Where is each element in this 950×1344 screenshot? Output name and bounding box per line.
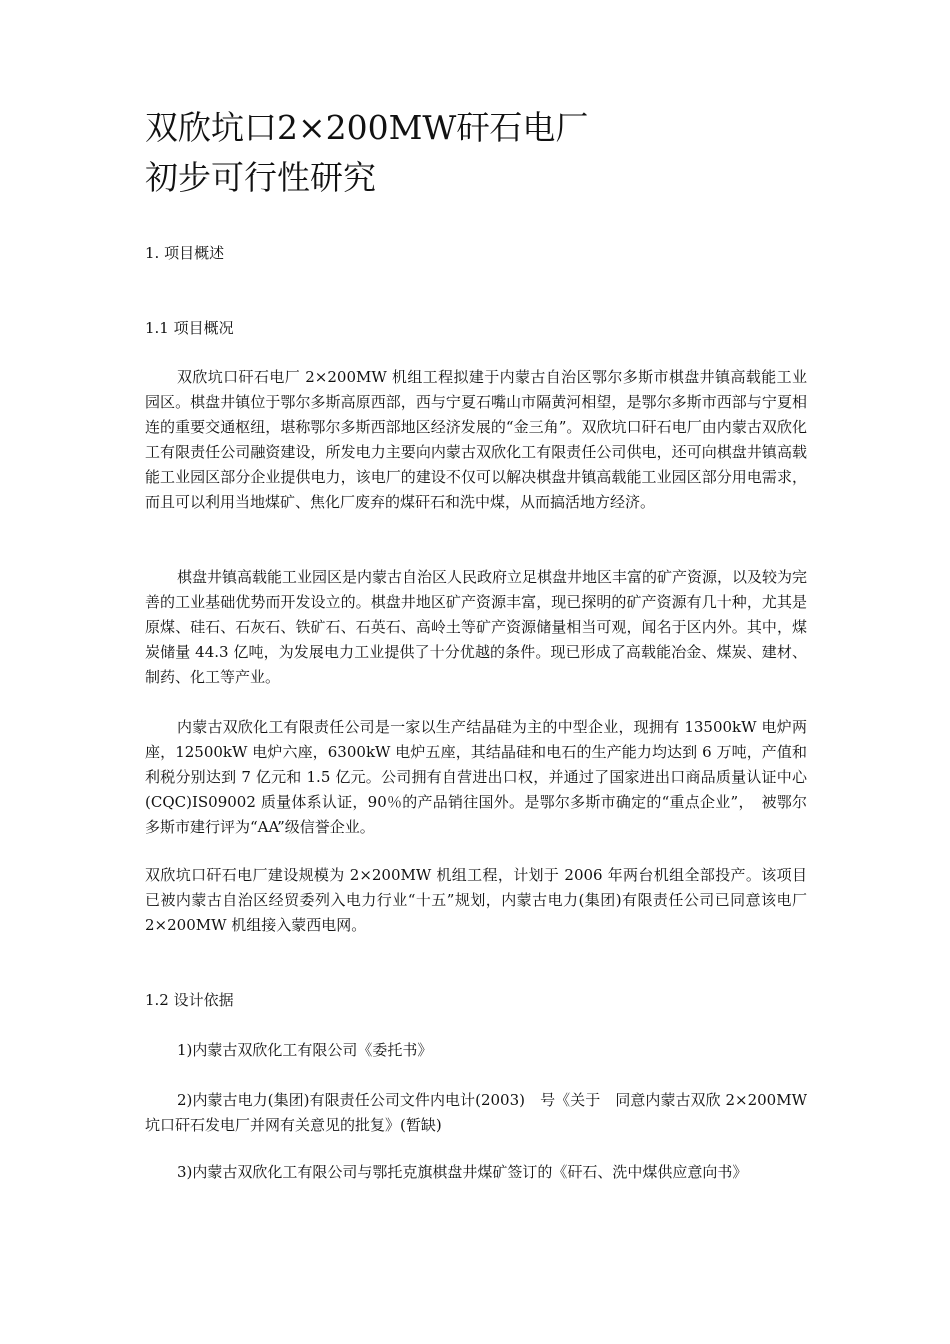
basis-item-2: 2)内蒙古电力(集团)有限责任公司文件内电计(2003) 号《关于 同意内蒙古双欣 2×200MW 坑口矸石发电厂并网有关意见的批复》(暂缺) [145,1091,807,1134]
section-1-2-heading: 1.2 设计依据 [145,991,234,1009]
title-line-2: 初步可行性研究 [145,158,376,197]
basis-item-1: 1)内蒙古双欣化工有限公司《委托书》 [177,1041,433,1059]
paragraph-scale: 双欣坑口矸石电厂建设规模为 2×200MW 机组工程，计划于 2006 年两台机组全部投产。该项目已被内蒙古自治区经贸委列入电力行业“十五”规划，内蒙古电力(集团)有限责任公司已同意该电厂 2×200MW 机组接入蒙西电网。 [145,866,807,934]
paragraph-company: 内蒙古双欣化工有限责任公司是一家以生产结晶硅为主的中型企业，现拥有 13500kW 电炉两座，12500kW 电炉六座，6300kW 电炉五座，其结晶硅和电石的生产能力均达到 6 万吨，产值和利税分别达到 7 亿元和 1.5 亿元。公司拥有自营进出口权，并通过了国家进出口商品质量认证中心(CQC)IS09002 质量体系认证，90％的产品销往国外。是鄂尔多斯市确定的“重点企业”， 被鄂尔多斯市建行评为“AA”级信誉企业。 [145,718,807,836]
paragraph-industrial-park: 棋盘井镇高载能工业园区是内蒙古自治区人民政府立足棋盘井地区丰富的矿产资源，以及较为完善的工业基础优势而开发设立的。棋盘井地区矿产资源丰富，现已探明的矿产资源有几十种，尤其是原煤、硅石、石灰石、铁矿石、石英石、高岭土等矿产资源储量相当可观，闻名于区内外。其中，煤炭储量 44.3 亿吨，为发展电力工业提供了十分优越的条件。现已形成了高载能冶金、煤炭、建材、制药、化工等产业。 [145,568,808,686]
section-1-heading: 1. 项目概述 [145,244,225,262]
document-title [145,103,825,203]
section-1-1-heading: 1.1 项目概况 [145,319,234,337]
title-line-1: 双欣坑口2×200MW矸石电厂 [145,108,589,147]
basis-item-3: 3)内蒙古双欣化工有限公司与鄂托克旗棋盘井煤矿签订的《矸石、洗中煤供应意向书》 [177,1163,748,1181]
paragraph-overview: 双欣坑口矸石电厂 2×200MW 机组工程拟建于内蒙古自治区鄂尔多斯市棋盘井镇高载能工业园区。棋盘井镇位于鄂尔多斯高原西部，西与宁夏石嘴山市隔黄河相望，是鄂尔多斯市西部与宁夏相连的重要交通枢纽，堪称鄂尔多斯西部地区经济发展的“金三角”。双欣坑口矸石电厂由内蒙古双欣化工有限责任公司融资建设，所发电力主要向内蒙古双欣化工有限责任公司供电，还可向棋盘井镇高载能工业园区部分企业提供电力，该电厂的建设不仅可以解决棋盘井镇高载能工业园区部分用电需求，而且可以利用当地煤矿、焦化厂废弃的煤矸石和洗中煤，从而搞活地方经济。 [145,368,807,511]
